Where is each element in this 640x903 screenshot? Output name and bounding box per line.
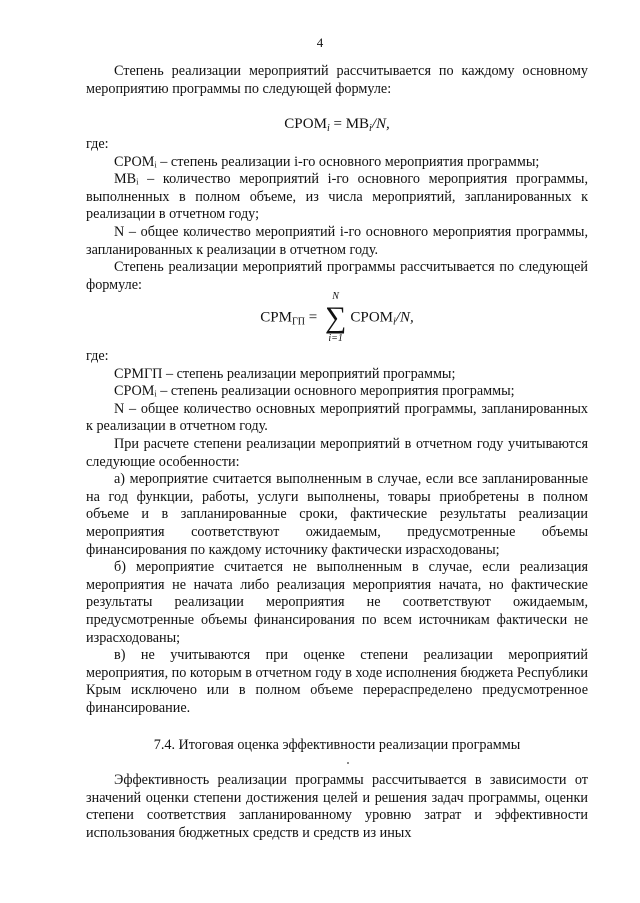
formula2-term-sub: i (393, 316, 396, 328)
section-heading: 7.4. Итоговая оценка эффективности реализации программы (153, 737, 521, 753)
formula1-eq: = (329, 116, 346, 132)
definition-n: N – общее количество мероприятий i-го основного мероприятия программы, запланированных к реализации в отчетном году. (86, 223, 588, 258)
list-item-a: а) мероприятие считается выполненным в случае, если все запланированные на год функции, работы, услуги выполнены, товары приобретены в полном объеме и в запланированные сроки, фактические результаты реализации мероприятия соответствуют ожидаемым, предусмотренные объемы финансирования по каждому источнику фактически израсходованы; (86, 471, 588, 558)
section-heading-block (86, 737, 588, 755)
formula-1 (86, 116, 588, 138)
formula1-rhs-sub: i (369, 123, 372, 134)
formula1-lhs-sub: i (326, 123, 330, 134)
definition-mv: МВᵢ – количество мероприятий i-го основного мероприятия программы, выполненных в полном объеме, из числа мероприятий, запланированных к реализации в отчетном году; (86, 171, 588, 223)
page-number: 4 (316, 35, 324, 50)
formula1-lhs: СРОМ (284, 116, 327, 132)
list-item-b: б) мероприятие считается не выполненным в случае, если реализация мероприятия не начата либо реализация мероприятия начата, но фактические результаты реализации мероприятия не соответствуют ожидаемым, предусмотренные объемы финансирования по всем источникам фактически не израсходованы; (86, 559, 588, 646)
where-label-2: где: (86, 348, 109, 364)
text-block-1 (86, 63, 588, 98)
paragraph-program-formula: Степень реализации мероприятий программы рассчитывается по следующей формуле: (86, 259, 588, 293)
formula2-eq: = (304, 309, 321, 326)
sum-upper-limit: N (332, 291, 339, 302)
definition-srm-gp: СРМГП – степень реализации мероприятий программы; (114, 365, 456, 382)
definition-srom: СРОМᵢ – степень реализации i-го основного мероприятия программы; (114, 153, 540, 170)
formula2-tail: /N, (395, 309, 414, 326)
scan-speck (347, 762, 349, 764)
where-label-1: где: (86, 136, 109, 152)
definition-srom-2: СРОМᵢ – степень реализации основного мероприятия программы; (114, 383, 515, 400)
paragraph-features: При расчете степени реализации мероприятий в отчетном году учитываются следующие особенности: (86, 435, 588, 470)
text-block-4 (86, 772, 588, 842)
formula2-lhs-sub: ГП (291, 316, 305, 328)
sum-operator (325, 291, 346, 345)
list-item-c: в) не учитываются при оценке степени реализации мероприятий мероприятия, по которым в отчетном году в ходе исполнения бюджета Республики Крым исключено или в полном объеме перераспределено предусмотренное финансирование. (86, 647, 588, 716)
definition-n-2: N – общее количество основных мероприятий программы, запланированных к реализации в отчетном году. (86, 400, 588, 435)
paragraph-efficiency: Эффективность реализации программы рассчитывается в зависимости от значений оценки степени достижения целей и решения задач программы, оценки степени соответствия запланированному уровню затрат и эффективности использования бюджетных средств и средств из иных (86, 772, 588, 841)
formula2-lhs: СРМ (260, 309, 292, 326)
formula1-rhs: МВ (345, 116, 370, 132)
paragraph-intro: Степень реализации мероприятий рассчитывается по каждому основному мероприятию программы по следующей формуле: (86, 63, 588, 97)
formula1-tail: /N, (371, 116, 390, 132)
text-block-2 (86, 136, 588, 294)
sum-lower-limit: i=1 (328, 333, 343, 344)
sum-sign: ∑ (324, 301, 347, 334)
text-block-3 (86, 348, 588, 717)
formula2-term: СРОМ (350, 309, 394, 326)
formula-2 (86, 291, 588, 345)
